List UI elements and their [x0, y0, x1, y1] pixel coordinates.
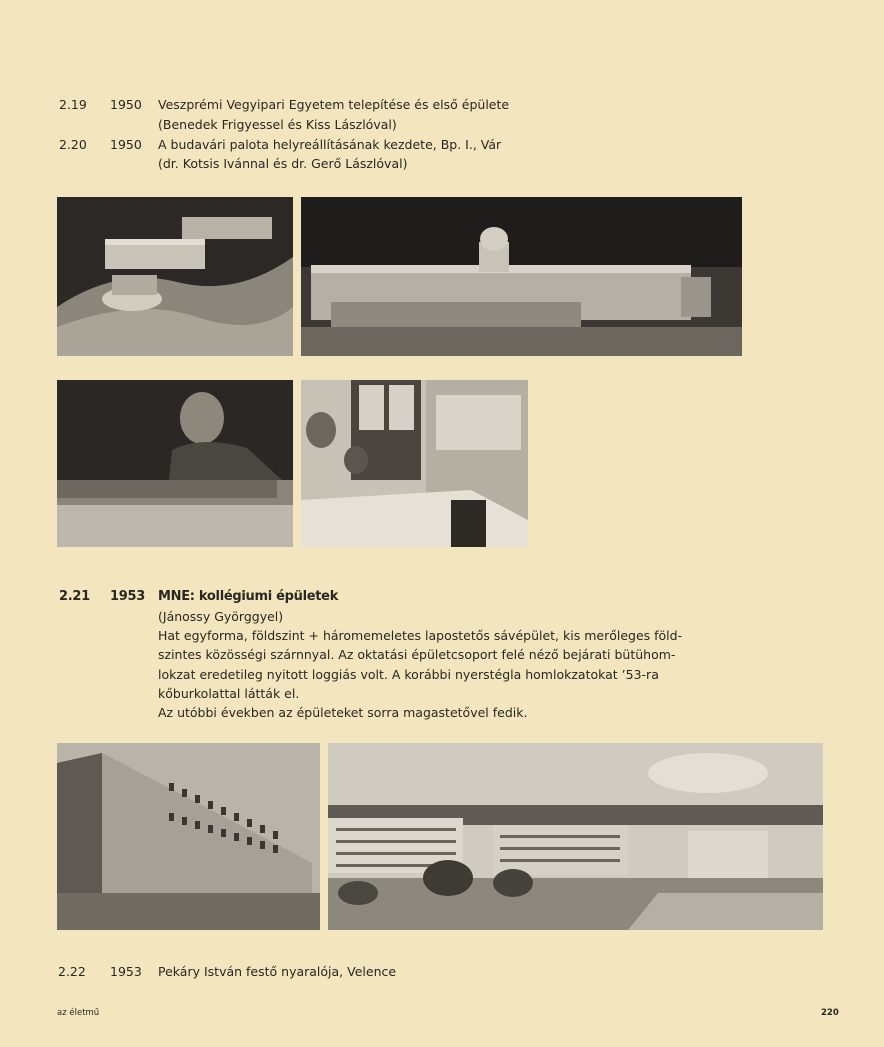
entry-year: 1953 — [110, 589, 145, 604]
running-footer: az életmű — [57, 1008, 100, 1018]
entry-title: Pekáry István festő nyaralója, Velence — [158, 964, 397, 979]
entry-note: (Benedek Frigyessel és Kiss Lászlóval) — [158, 117, 397, 132]
page-number: 220 — [821, 1008, 839, 1018]
photo-dormitory-campus — [328, 743, 823, 930]
entry-title: A budavári palota helyreállításának kezdete, Bp. I., Vár — [158, 137, 502, 152]
description-line: kőburkolattal látták el. — [158, 685, 300, 701]
photo-dormitory-construction — [57, 743, 320, 930]
entry-year: 1950 — [110, 97, 142, 112]
entry-year: 1950 — [110, 137, 142, 152]
photo-architect-with-model — [57, 380, 293, 547]
entry-title: Veszprémi Vegyipari Egyetem telepítése és első épülete — [158, 97, 510, 112]
description-line: (Jánossy Györggyel) — [158, 609, 284, 624]
photo-architects-at-desk — [301, 380, 528, 547]
entry-number: 2.20 — [59, 137, 87, 152]
photo-palace-model-dome — [301, 197, 742, 356]
photo-palace-model-aerial — [57, 197, 293, 356]
description-line: Az utóbbi években az épületeket sorra magastetővel fedik. — [158, 705, 528, 721]
entry-note: (dr. Kotsis Ivánnal és dr. Gerő Lászlóval) — [158, 156, 408, 171]
entry-number: 2.19 — [59, 97, 87, 112]
description-line: lokzat eredetileg nyitott loggiás volt. A korábbi nyerstégla homlokzatokat ’53-ra — [158, 666, 659, 682]
description-line: Hat egyforma, földszint + háromemeletes lapostetős sávépület, kis merőleges föld- — [158, 628, 683, 644]
entry-number: 2.22 — [58, 964, 86, 979]
entry-number: 2.21 — [59, 589, 90, 604]
entry-2-21-description — [158, 607, 683, 722]
entry-title: MNE: kollégiumi épületek — [158, 589, 339, 604]
description-line: szintes közösségi szárnnyal. Az oktatási épületcsoport felé néző bejárati bütühom- — [158, 647, 676, 663]
entry-year: 1953 — [110, 964, 142, 979]
